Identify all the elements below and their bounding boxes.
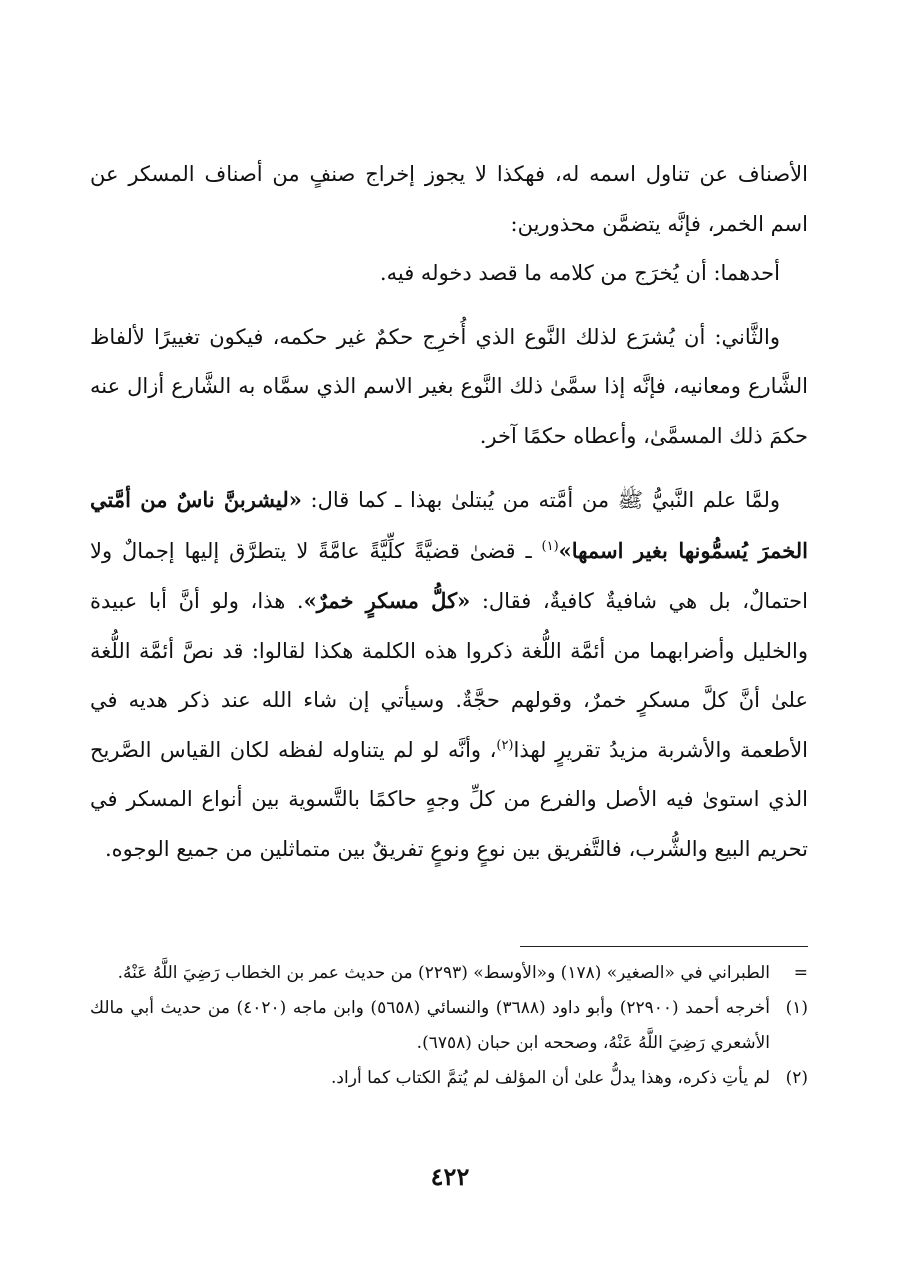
footnote-separator xyxy=(520,946,808,947)
main-text xyxy=(90,150,808,874)
paragraph-second-concern: والثَّاني: أن يُشرَع لذلك النَّوع الذي أُخرِج حكمٌ غير حكمه، فيكون تغييرًا لألفاظ الشَّارع ومعانيه، فإنَّه إذا سمَّىٰ ذلك النَّوع بغير الاسم الذي سمَّاه به الشَّارع أزال عنه حكمَ ذلك المسمَّىٰ، وأعطاه حكمًا آخر. xyxy=(90,324,808,448)
footnote-mark: (٢) xyxy=(785,1068,808,1088)
footnote-reference-1: (١) xyxy=(541,538,559,554)
hadith-quote-2: «كلُّ مسكرٍ خمرٌ» xyxy=(303,588,471,613)
footnote-continued xyxy=(90,956,808,991)
footnote-text: أخرجه أحمد (٢٢٩٠٠) وأبو داود (٣٦٨٨) والنسائي (٥٦٥٨) وابن ماجه (٤٠٢٠) من حديث أبي مالك الأشعري رَضِيَ اللَّهُ عَنْهُ، وصححه ابن حبان (٦٧٥٨). xyxy=(90,998,770,1053)
hadith-quote-1: «ليشربنَّ ناسٌ من أمَّتي الخمرَ يُسمُّونها بغير اسمها» xyxy=(90,487,808,563)
page-number: ٤٢٢ xyxy=(430,1162,470,1191)
paragraph-part-b: ـ قضىٰ قضيَّةً كلِّيَّةً عامَّةً لا يتطرَّق إليها إجمالٌ ولا احتمالٌ، بل هي شافيةٌ كافيةٌ، فقال: xyxy=(90,538,808,613)
paragraph-first-concern: أحدهما: أن يُخرَج من كلامه ما قصد دخوله فيه. xyxy=(379,261,780,285)
paragraph-continuation: الأصناف عن تناول اسمه له، فهكذا لا يجوز إخراج صنفٍ من أصناف المسكر عن اسم الخمر، فإنَّه يتضمَّن محذورين: xyxy=(90,162,808,236)
footnote-text: لم يأتِ ذكره، وهذا يدلُّ علىٰ أن المؤلف لم يُتمَّ الكتاب كما أراد. xyxy=(331,1068,770,1088)
paragraph-part-a: ولمَّا علم النَّبيُّ ﷺ من أمَّته من يُبتلىٰ بهذا ـ كما قال: xyxy=(301,488,780,512)
paragraph-part-c: . هذا، ولو أنَّ أبا عبيدة والخليل وأضرابهما من أئمَّة اللُّغة ذكروا هذه الكلمة هكذا لقالوا: قد نصَّ أئمَّة اللُّغة علىٰ أنَّ كلَّ مسكرٍ خمرٌ، وقولهم حجَّةٌ. وسيأتي إن شاء الله عند ذكر هديه في الأطعمة والأشربة مزيدُ تقريرٍ لهذا xyxy=(90,589,809,762)
footnote-reference-2: (٢) xyxy=(496,737,514,753)
footnote-mark: (١) xyxy=(785,998,808,1018)
paragraph-prophet-ruling xyxy=(90,475,808,874)
footnote-mark: = xyxy=(793,963,808,983)
footnote-1 xyxy=(90,991,808,1061)
footnote-text: الطبراني في «الصغير» (١٧٨) و«الأوسط» (٢٢٩٣) من حديث عمر بن الخطاب رَضِيَ اللَّهُ عَنْهُ. xyxy=(117,963,770,983)
paragraph-part-d: ، وأنَّه لو لم يتناوله لفظه لكان القياس الصَّريح الذي استوىٰ فيه الأصل والفرع من كلِّ وجهٍ حاكمًا بالتَّسوية بين أنواع المسكر في تحريم البيع والشُّرب، فالتَّفريق بين نوعٍ ونوعٍ تفريقٌ بين متماثلين من جميع الوجوه. xyxy=(90,737,808,861)
footnotes xyxy=(90,956,808,1096)
footnote-2 xyxy=(90,1061,808,1096)
